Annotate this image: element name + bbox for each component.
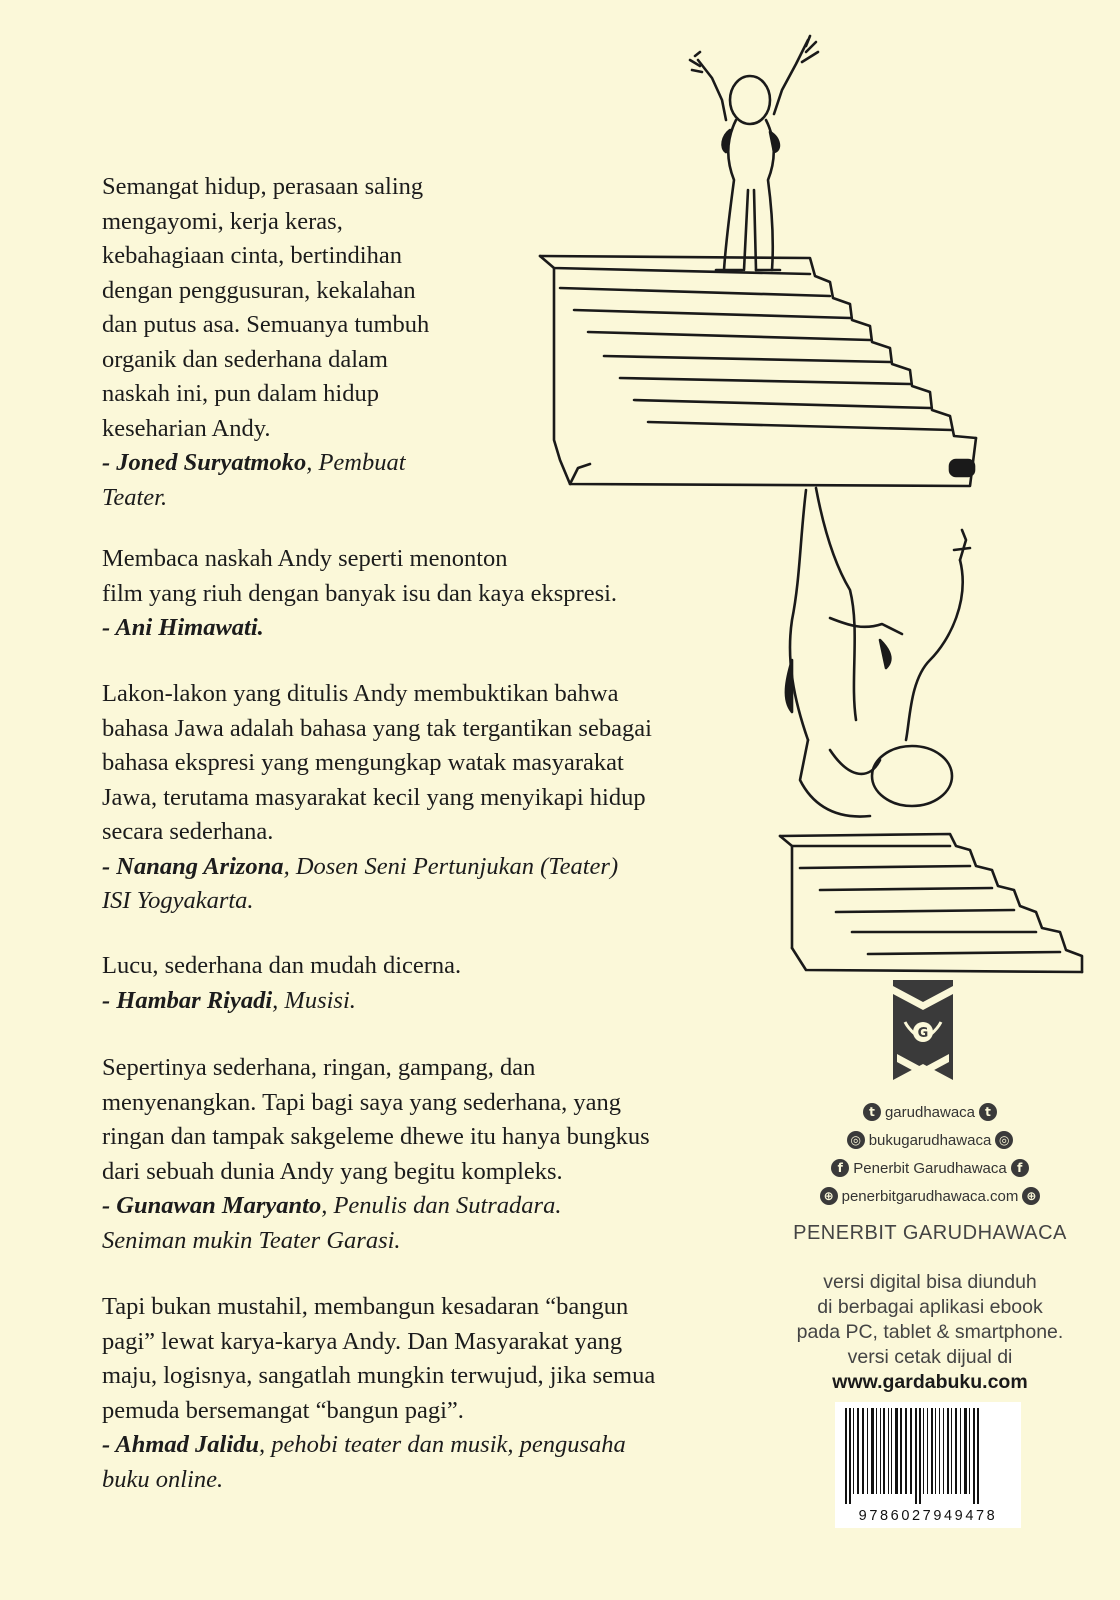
note-line: di berbagai aplikasi ebook <box>817 1296 1043 1318</box>
barcode-bar <box>862 1408 864 1494</box>
barcode-bar <box>960 1408 961 1494</box>
blurb-attribution <box>102 446 429 481</box>
logo-letter: G <box>917 1026 929 1041</box>
blurb-text: bahasa ekspresi yang mengungkap watak masyarakat <box>102 749 624 776</box>
social-links <box>770 1098 1090 1210</box>
social-handle: Penerbit Garudhawaca <box>853 1159 1007 1177</box>
social-row-website[interactable] <box>770 1182 1090 1210</box>
blurb-text: Semangat hidup, perasaan saling <box>102 173 424 200</box>
lower-staircase <box>780 834 1082 972</box>
barcode-bar <box>895 1408 898 1494</box>
author-name: Nanang Arizona <box>116 852 284 880</box>
website-link[interactable]: www.gardabuku.com <box>832 1371 1028 1393</box>
author-role-continued: buku online. <box>102 1465 224 1493</box>
globe-icon: ⊕ <box>820 1187 838 1205</box>
blurb-text: Sepertinya sederhana, ringan, gampang, dan <box>102 1054 536 1081</box>
barcode-bar <box>915 1408 917 1504</box>
barcode-bar <box>939 1408 940 1494</box>
blurb-text: keseharian Andy. <box>102 414 271 442</box>
blurb-text: Lucu, sederhana dan mudah dicerna. <box>102 952 462 979</box>
figure-upside-down <box>786 488 970 817</box>
blurb-text: film yang riuh dengan banyak isu dan kaya ekspresi. <box>102 579 618 607</box>
blurb-text: Membaca naskah Andy seperti menonton <box>102 545 508 572</box>
barcode-bar <box>853 1408 854 1494</box>
blurb-text: Tapi bukan mustahil, membangun kesadaran “bangun <box>102 1293 629 1320</box>
barcode-bar <box>857 1408 859 1494</box>
blurb-text: Jawa, terutama masyarakat kecil yang menyikapi hidup <box>102 783 646 811</box>
publisher-name: PENERBIT GARUDHAWACA <box>793 1222 1067 1244</box>
note-line: versi digital bisa diunduh <box>823 1271 1037 1293</box>
attribution-prefix: - <box>102 852 117 880</box>
barcode-bar <box>849 1408 851 1504</box>
author-role: , pehobi teater dan musik, pengusaha <box>259 1431 626 1458</box>
social-row-instagram[interactable] <box>770 1126 1090 1154</box>
blurb-text: organik dan sederhana dalam <box>102 345 388 373</box>
isbn-barcode <box>835 1402 1021 1528</box>
blurb-text: mengayomi, kerja keras, <box>102 207 343 235</box>
author-role-continued: Teater. <box>102 483 168 511</box>
blurb-text: pagi” lewat karya-karya Andy. Dan Masyarakat yang <box>102 1327 623 1355</box>
author-name: Gunawan Maryanto <box>116 1192 322 1219</box>
blurb-ahmad <box>102 1290 655 1497</box>
barcode-bar <box>891 1408 892 1494</box>
blurb-text: menyenangkan. Tapi bagi saya yang sederhana, yang <box>102 1088 621 1116</box>
social-row-twitter[interactable] <box>770 1098 1090 1126</box>
staircase-illustration <box>530 20 1110 1000</box>
blurb-attribution <box>102 1189 650 1224</box>
blurb-text: bahasa Jawa adalah bahasa yang tak tergantikan sebagai <box>102 714 652 742</box>
barcode-bar <box>931 1408 933 1494</box>
instagram-icon: ◎ <box>995 1131 1013 1149</box>
facebook-icon: f <box>831 1159 849 1177</box>
attribution-prefix: - <box>102 986 117 1014</box>
twitter-icon: t <box>863 1103 881 1121</box>
blurb-text: kebahagiaan cinta, bertindihan <box>102 242 402 269</box>
blurb-attribution <box>102 1428 655 1463</box>
author-name: Hambar Riyadi <box>116 986 273 1014</box>
barcode-bar <box>943 1408 944 1494</box>
attribution-prefix: - <box>102 449 117 476</box>
barcode-bar <box>947 1408 949 1494</box>
barcode-bar <box>969 1408 970 1494</box>
blurb-text: secara sederhana. <box>102 818 274 845</box>
isbn-number: 9786027949478 <box>858 1508 998 1524</box>
social-handle: garudhawaca <box>884 1103 976 1121</box>
barcode-bar <box>867 1408 868 1494</box>
barcode-bar <box>973 1408 975 1504</box>
note-line: pada PC, tablet & smartphone. <box>796 1321 1064 1343</box>
blurb-joned <box>102 170 429 515</box>
author-role: , Dosen Seni Pertunjukan (Teater) <box>283 852 619 880</box>
publisher-logo <box>893 980 953 1090</box>
author-role-continued: Seniman mukin Teater Garasi. <box>102 1226 401 1254</box>
blurb-text: dari sebuah dunia Andy yang begitu kompleks. <box>102 1157 563 1185</box>
barcode-bar <box>883 1408 885 1494</box>
blurb-hambar <box>102 949 461 1018</box>
blurb-text: maju, logisnya, sangatlah mungkin terwujud, jika semua <box>102 1362 656 1389</box>
barcode-bar <box>977 1408 979 1504</box>
barcode-bar <box>955 1408 957 1494</box>
author-name: Ahmad Jalidu <box>115 1431 260 1458</box>
barcode-bar <box>905 1408 907 1494</box>
barcode-bars <box>835 1402 1021 1508</box>
instagram-icon: ◎ <box>847 1131 865 1149</box>
barcode-bar <box>964 1408 967 1494</box>
barcode-bar <box>910 1408 912 1494</box>
author-role-continued: ISI Yogyakarta. <box>102 887 254 914</box>
attribution-prefix: - <box>102 1192 117 1219</box>
note-line: versi cetak dijual di <box>847 1346 1013 1368</box>
attribution-prefix: - <box>102 614 116 641</box>
barcode-bar <box>900 1408 902 1494</box>
blurb-text: pemuda bersemangat “bangun pagi”. <box>102 1396 464 1424</box>
barcode-bar <box>880 1408 881 1494</box>
upper-staircase <box>540 256 976 486</box>
globe-icon: ⊕ <box>1022 1187 1040 1205</box>
blurb-attribution <box>102 984 461 1019</box>
blurb-text: Lakon-lakon yang ditulis Andy membuktikan bahwa <box>102 680 619 707</box>
blurb-text: naskah ini, pun dalam hidup <box>102 380 379 407</box>
facebook-icon: f <box>1011 1159 1029 1177</box>
barcode-bar <box>888 1408 889 1494</box>
barcode-bar <box>876 1408 877 1494</box>
barcode-bar <box>951 1408 952 1494</box>
social-handle: penerbitgarudhawaca.com <box>841 1187 1019 1205</box>
barcode-bar <box>845 1408 847 1504</box>
author-name: Joned Suryatmoko <box>116 449 307 476</box>
blurb-gunawan <box>102 1051 650 1258</box>
digital-edition-note <box>770 1270 1090 1395</box>
author-name: Ani Himawati. <box>115 614 264 641</box>
barcode-bar <box>927 1408 928 1494</box>
barcode-bar <box>919 1408 921 1504</box>
blurb-text: ringan dan tampak sakgeleme dhewe itu hanya bungkus <box>102 1123 650 1150</box>
author-role: , Penulis dan Sutradara. <box>321 1192 562 1219</box>
twitter-icon: t <box>979 1103 997 1121</box>
barcode-bar <box>923 1408 924 1494</box>
barcode-bar <box>935 1408 936 1494</box>
blurb-text: dengan penggusuran, kekalahan <box>102 276 416 304</box>
figure-arms-raised <box>690 36 818 270</box>
attribution-prefix: - <box>102 1431 116 1458</box>
barcode-bar <box>871 1408 874 1494</box>
social-handle: bukugarudhawaca <box>868 1131 992 1149</box>
blurb-text: dan putus asa. Semuanya tumbuh <box>102 311 430 338</box>
author-role: , Musisi. <box>272 986 356 1014</box>
author-role: , Pembuat <box>306 449 406 476</box>
social-row-facebook[interactable] <box>770 1154 1090 1182</box>
